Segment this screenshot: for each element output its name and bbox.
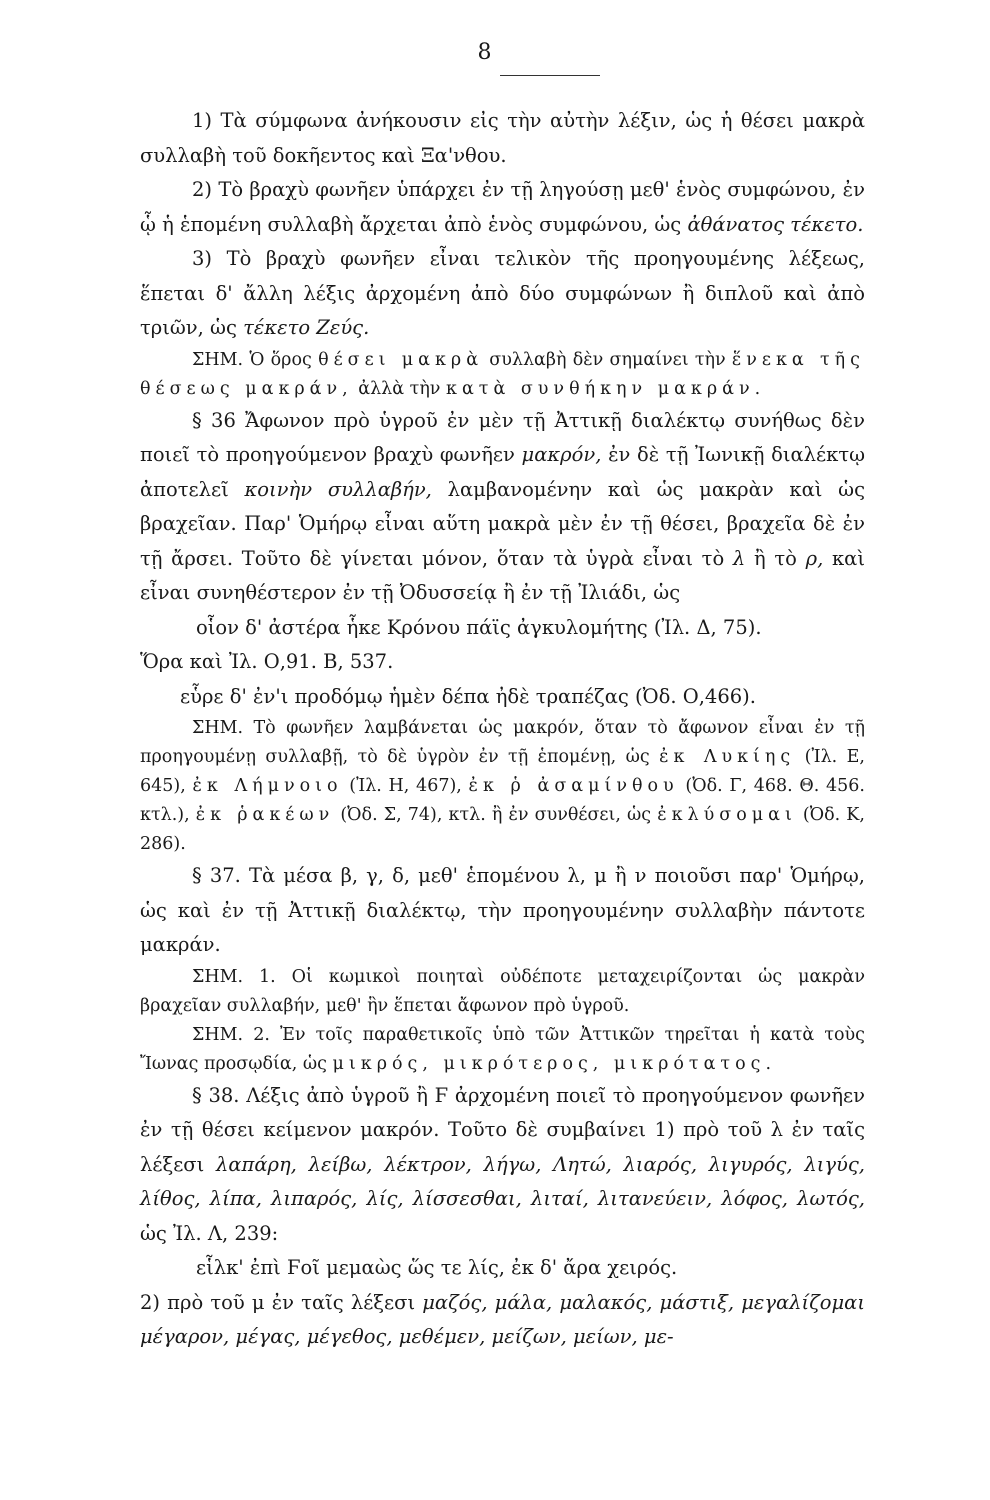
note-1-term-3: κατὰ συνθήκην μακράν. (446, 378, 766, 399)
ref-il-l-239: ὡς Ἰλ. Λ, 239: (140, 1221, 279, 1245)
verse-quote-3: εἷλκ' ἐπὶ Ϝοῖ μεμαὼς ὥς τε λίς, ἐκ δ' ἄρα χειρός. (196, 1256, 678, 1279)
note-1-text-2: ἀλλὰ τὴν (358, 378, 441, 399)
note-1-term-2: ἕνεκα τῆς θέσεως μακράν, (140, 349, 865, 399)
term-makron: μακρόν, (521, 443, 602, 466)
paragraph-rule-3 (140, 242, 865, 346)
section-36-text-4: ἢ τὸ (753, 546, 797, 570)
paragraph-rule-1: 1) Τὰ σύμφωνα ἀνήκουσιν εἰς τὴν αὐτὴν λέξιν, ὡς ἡ θέσει μακρὰ συλλαβὴ τοῦ δοκῆεντος καὶ Ξα'νθου. (140, 109, 865, 167)
note-3: ΣΗΜ. 1. Οἱ κωμικοὶ ποιηταὶ οὐδέποτε μεταχειρίζονται ὡς μακρὰν βραχεῖαν συλλαβήν, μεθ' ἣν ἕπεται ἄφωνον πρὸ ὑγροῦ. (140, 966, 865, 1016)
section-36-text-2: ἐν δὲ τῇ Ἰωνικῇ διαλέκτῳ ἀποτελεῖ (140, 443, 866, 501)
note-1-label: ΣΗΜ. Ὁ ὅρος (192, 349, 312, 370)
page-body (140, 104, 865, 1355)
ref-il-e-645: (Ἰλ. Ε, 645), (140, 747, 865, 796)
section-38-part-2 (140, 1286, 865, 1355)
section-36-text-5: καὶ εἶναι συνηθέστερον ἐν τῇ Ὀδυσσείᾳ ἢ ἐν τῇ Ἰλιάδι, ὡς (140, 546, 865, 604)
section-38-text: § 38. Λέξις ἀπὸ ὑγροῦ ἢ Ϝ ἀρχομένη ποιεῖ τὸ προηγούμενον φωνῆεν ἐν τῇ θέσει κείμενον μακρόν. Τοῦτο δὲ συμβαίνει 1) πρὸ τοῦ λ ἐν ταῖς λέξεσι (140, 1083, 865, 1176)
ref-od-s-74: (Ὀδ. Σ, 74), κτλ. ἢ ἐν συνθέσει, ὡς (340, 805, 652, 825)
section-38 (140, 1079, 865, 1252)
example-mikros: μικρός, μικρότερος, μικρότατος. (332, 1053, 777, 1074)
term-rho: ρ, (805, 546, 824, 570)
note-4-text: ΣΗΜ. 2. Ἐν τοῖς παραθετικοῖς ὑπὸ τῶν Ἀττικῶν τηρεῖται ἡ κατὰ τοὺς Ἴωνας προσῳδία, ὡς (140, 1024, 865, 1074)
paragraph-rule-3-text: 3) Τὸ βραχὺ φωνῆεν εἶναι τελικὸν τῆς προηγουμένης λέξεως, ἕπεται δ' ἄλλη λέξις ἀρχομένη ἀπὸ δύο συμφώνων ἢ διπλοῦ καὶ ἀπὸ τριῶν, ὡς (140, 247, 865, 339)
verse-quote-1: οἷον δ' ἀστέρα ἧκε Κρόνου πάϊς ἀγκυλομήτης (Ἰλ. Δ, 75). (196, 615, 762, 639)
section-36-text: § 36 Ἄφωνον πρὸ ὑγροῦ ἐν μὲν τῇ Ἀττικῇ διαλέκτῳ συνήθως δὲν ποιεῖ τὸ προηγούμενον βραχὺ φωνῆεν (140, 408, 865, 466)
section-38-text-2: 2) πρὸ τοῦ μ ἐν ταῖς λέξεσι (140, 1290, 416, 1314)
page-number: 8 (477, 40, 493, 65)
note-2-text: ΣΗΜ. Τὸ φωνῆεν λαμβάνεται ὡς μακρόν, ὅταν τὸ ἄφωνον εἶναι ἐν τῇ προηγουμένῃ συλλαβῇ, τὸ δὲ ὑγρὸν ἐν τῇ ἑπομένῃ, ὡς (140, 718, 865, 767)
example-asaminthou: ἐκ ῥ ἀσαμίνθου (468, 776, 679, 796)
note-1 (140, 346, 865, 404)
lambda-word-list: λαπάρη, λείβω, λέκτρον, λήγω, Λητώ, λιαρός, λιγυρός, λιγύς, λίθος, λίπα, λιπαρός, λίς, λίσσεσθαι, λιταί, λιτανεύειν, λόφος, λωτός, (140, 1152, 865, 1210)
example-athanatos: ἀθάνατος τέκετο. (687, 212, 864, 236)
note-1-text: συλλαβὴ δὲν σημαίνει τὴν (489, 349, 726, 370)
note-2 (140, 714, 865, 859)
example-lemnoio: ἐκ Λήμνοιο (192, 776, 343, 796)
example-lykies: ἐκ Λυκίης (659, 747, 796, 767)
paragraph-rule-2 (140, 173, 865, 242)
section-36 (140, 404, 865, 611)
ref-il-h-467: (Ἰλ. Η, 467), (349, 776, 462, 796)
header-rule (500, 75, 600, 76)
example-eklysomai: ἐκλύσομαι (657, 805, 797, 825)
example-teketo-zeus: τέκετο Ζεύς. (243, 316, 370, 339)
note-1-term: θέσει μακρὰ (318, 349, 484, 370)
ref-od-g-468: (Ὀδ. Γ, 468. Θ. 456. κτλ.), (140, 776, 865, 825)
ref-od-k-286: (Ὀδ. Κ, 286). (140, 805, 865, 854)
cross-reference: Ὅρα καὶ Ἰλ. Ο,91. Β, 537. (140, 650, 394, 673)
term-koine-syllabe: κοινὴν συλλαβήν, (244, 477, 432, 501)
verse-quote-2: εὗρε δ' ἐν'ι προδόμῳ ἡμὲν δέπα ἠδὲ τραπέζας (Ὀδ. Ο,466). (180, 684, 756, 708)
note-4 (140, 1021, 865, 1079)
section-37: § 37. Τὰ μέσα β, γ, δ, μεθ' ἑπομένου λ, μ ἢ ν ποιοῦσι παρ' Ὁμήρῳ, ὡς καὶ ἐν τῇ Ἀττικῇ διαλέκτῳ, τὴν προηγουμένην συλλαβὴν πάντοτε μακράν. (140, 864, 865, 956)
term-lambda: λ (732, 546, 746, 570)
example-rhakeon: ἐκ ῥακέων (195, 805, 335, 825)
section-36-text-3: λαμβανομένην καὶ ὡς μακρὰν καὶ ὡς βραχεῖαν. Παρ' Ὁμήρῳ εἶναι αὕτη μακρὰ μὲν ἐν τῇ θέσει, βραχεῖα δὲ ἐν τῇ ἄρσει. Τοῦτο δὲ γίνεται μόνον, ὅταν τὰ ὑγρὰ εἶναι τὸ (140, 477, 866, 570)
mu-word-list: μαζός, μάλα, μαλακός, μάστιξ, μεγαλίζομαι μέγαρον, μέγας, μέγεθος, μεθέμεν, μείζων, μείων, με- (140, 1290, 865, 1348)
paragraph-rule-2-text: 2) Τὸ βραχὺ φωνῆεν ὑπάρχει ἐν τῇ ληγούσῃ μεθ' ἑνὸς συμφώνου, ἐν ᾧ ἡ ἑπομένη συλλαβὴ ἄρχεται ἀπὸ ἑνὸς συμφώνου, ὡς (140, 178, 865, 236)
